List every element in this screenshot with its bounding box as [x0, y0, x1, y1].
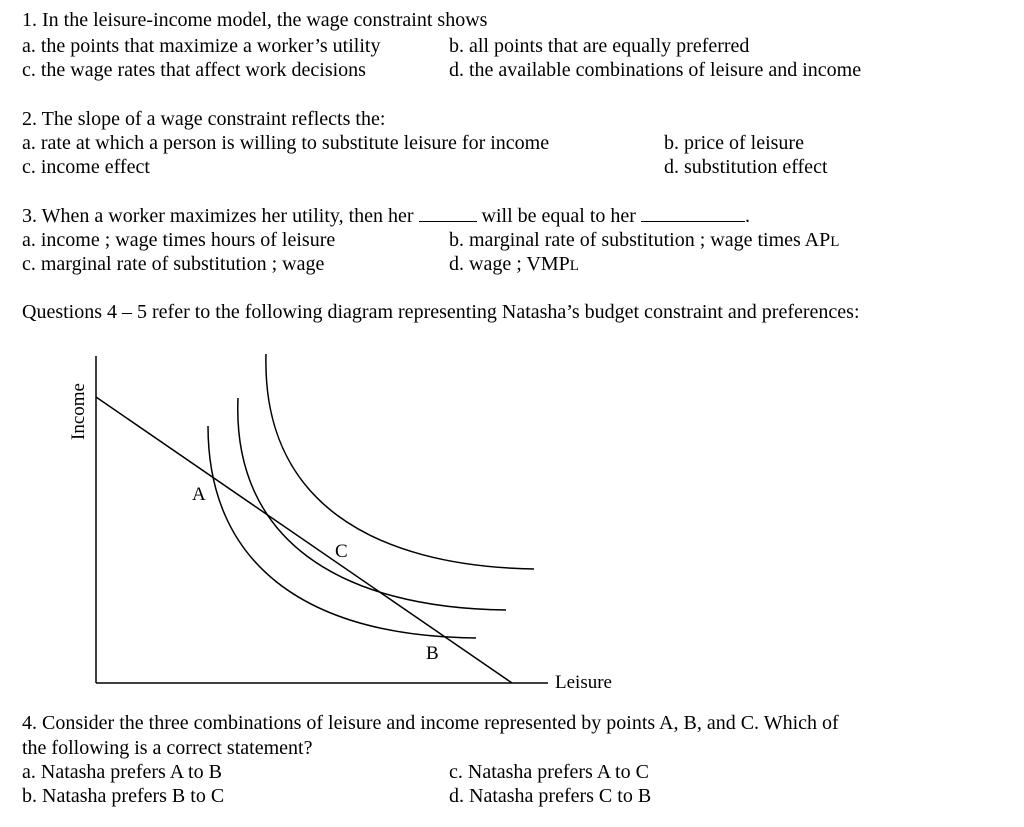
- q4-stem-line1: 4. Consider the three combinations of leisure and income represented by points A, B, and C. Which of: [22, 712, 839, 734]
- q3-stem-part2: will be equal to her: [481, 205, 636, 227]
- q1-option-d: d. the available combinations of leisure and income: [449, 59, 862, 81]
- q1-option-c: c. the wage rates that affect work decisions: [22, 59, 366, 81]
- y-axis-label: Income: [68, 383, 89, 440]
- q2-option-a: a. rate at which a person is willing to substitute leisure for income: [22, 132, 550, 154]
- point-a-label: A: [192, 484, 206, 505]
- q4-option-d: d. Natasha prefers C to B: [449, 785, 652, 807]
- indifference-curve-mid: [238, 398, 506, 610]
- budget-line: [96, 397, 512, 683]
- q1-option-a: a. the points that maximize a worker’s utility: [22, 35, 381, 57]
- q2-option-b: b. price of leisure: [664, 132, 804, 154]
- q3-option-c: c. marginal rate of substitution ; wage: [22, 253, 325, 275]
- indifference-curve-low: [208, 426, 476, 638]
- q3-option-b-subscript: L: [830, 234, 840, 250]
- q2-stem: 2. The slope of a wage constraint reflects the:: [22, 108, 386, 130]
- q2-option-c: c. income effect: [22, 156, 150, 178]
- q4-option-b: b. Natasha prefers B to C: [22, 785, 225, 807]
- q3-option-a: a. income ; wage times hours of leisure: [22, 229, 336, 251]
- q3-option-d-text: d. wage ; VMP: [449, 253, 570, 275]
- x-axis-label: Leisure: [555, 672, 612, 693]
- point-c-label: C: [335, 541, 348, 562]
- indifference-curve-high: [266, 354, 534, 569]
- q3-stem-part1: 3. When a worker maximizes her utility, then her: [22, 205, 414, 227]
- q4-option-c: c. Natasha prefers A to C: [449, 761, 649, 783]
- q4-stem-line2: the following is a correct statement?: [22, 737, 313, 759]
- q3-option-d-subscript: L: [569, 258, 579, 274]
- diagram-intro: Questions 4 – 5 refer to the following diagram representing Natasha’s budget constraint and preferences:: [22, 301, 860, 323]
- point-b-label: B: [426, 643, 439, 664]
- q3-option-b-text: b. marginal rate of substitution ; wage times AP: [449, 229, 831, 251]
- q1-stem: 1. In the leisure-income model, the wage constraint shows: [22, 9, 488, 31]
- q2-option-d: d. substitution effect: [664, 156, 828, 178]
- q4-option-a: a. Natasha prefers A to B: [22, 761, 222, 783]
- q1-option-b: b. all points that are equally preferred: [449, 35, 750, 57]
- q3-stem-end: .: [744, 205, 750, 227]
